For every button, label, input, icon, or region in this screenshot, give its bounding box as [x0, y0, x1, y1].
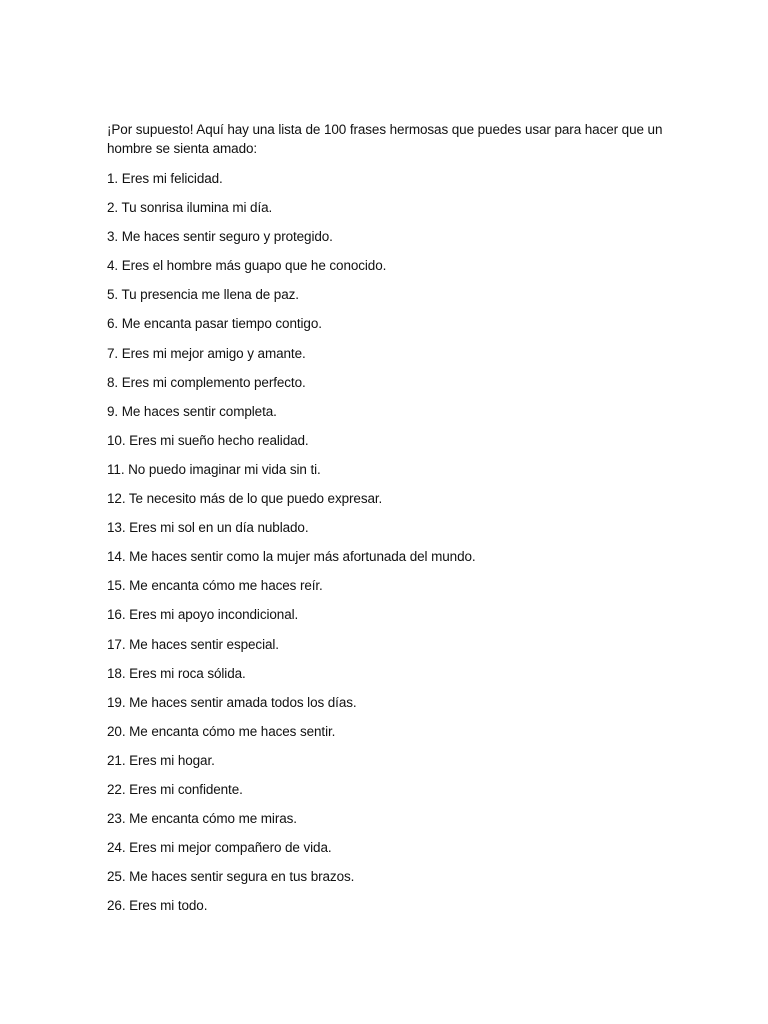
document-content — [107, 120, 667, 925]
list-item: 1. Eres mi felicidad. — [107, 171, 223, 186]
list-item: 8. Eres mi complemento perfecto. — [107, 374, 306, 390]
list-item: 16. Eres mi apoyo incondicional. — [107, 607, 299, 623]
list-item: 12. Te necesito más de lo que puedo expresar. — [107, 491, 383, 507]
list-item: 20. Me encanta cómo me haces sentir. — [107, 723, 336, 739]
list-item: 17. Me haces sentir especial. — [107, 636, 279, 652]
list-item: 11. No puedo imaginar mi vida sin ti. — [107, 461, 321, 477]
list-item: 15. Me encanta cómo me haces reír. — [107, 578, 323, 594]
list-item: 24. Eres mi mejor compañero de vida. — [107, 840, 332, 856]
list-item: 13. Eres mi sol en un día nublado. — [107, 520, 309, 536]
list-item: 2. Tu sonrisa ilumina mi día. — [107, 200, 273, 216]
list-item: 21. Eres mi hogar. — [107, 752, 215, 768]
list-item: 22. Eres mi confidente. — [107, 781, 243, 797]
list-item: 10. Eres mi sueño hecho realidad. — [107, 432, 309, 448]
phrase-list — [107, 169, 667, 925]
list-item: 18. Eres mi roca sólida. — [107, 665, 246, 681]
list-item: 23. Me encanta cómo me miras. — [107, 811, 297, 827]
list-item: 7. Eres mi mejor amigo y amante. — [107, 345, 306, 361]
list-item: 19. Me haces sentir amada todos los días. — [107, 694, 357, 710]
list-item: 26. Eres mi todo. — [107, 898, 208, 914]
list-item: 3. Me haces sentir seguro y protegido. — [107, 229, 333, 245]
intro-paragraph: ¡Por supuesto! Aquí hay una lista de 100 frases hermosas que puedes usar para hacer que un hombre se sienta amado: — [107, 122, 663, 156]
list-item: 14. Me haces sentir como la mujer más afortunada del mundo. — [107, 549, 476, 565]
list-item: 5. Tu presencia me llena de paz. — [107, 287, 299, 303]
list-item: 25. Me haces sentir segura en tus brazos. — [107, 869, 355, 885]
list-item: 4. Eres el hombre más guapo que he conocido. — [107, 258, 387, 274]
list-item: 9. Me haces sentir completa. — [107, 403, 277, 419]
list-item: 6. Me encanta pasar tiempo contigo. — [107, 316, 322, 332]
